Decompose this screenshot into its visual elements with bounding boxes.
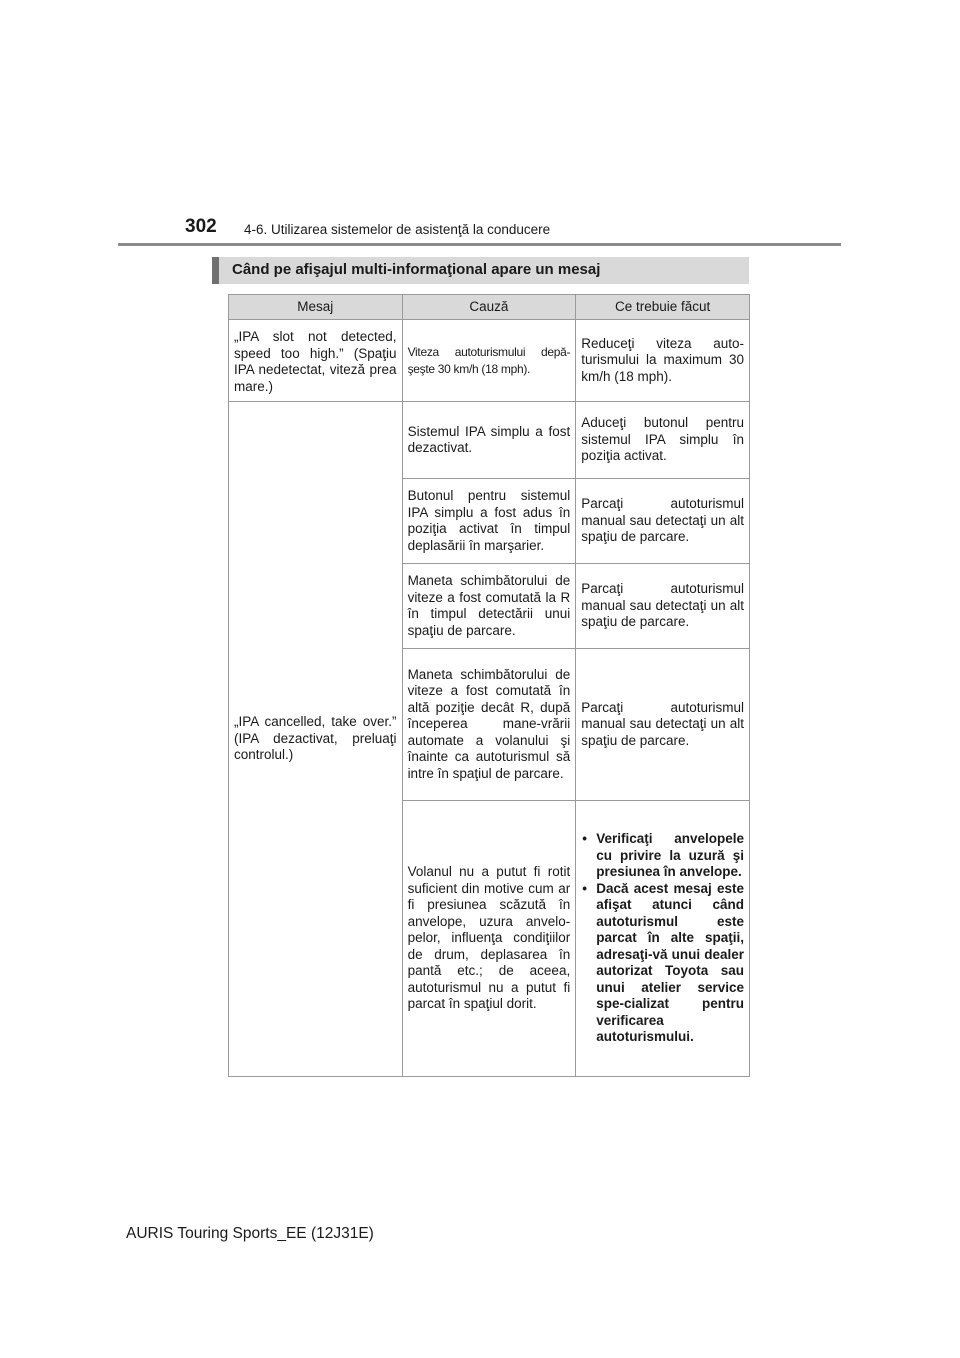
cause-cell: Butonul pentru sistemul IPA simplu a fost adus în poziţia activat în timpul deplasării în marşarier.: [402, 479, 576, 564]
action-cell: Parcaţi autoturismul manual sau detectaţi un alt spaţiu de parcare.: [576, 564, 750, 649]
action-cell: Aduceţi butonul pentru sistemul IPA simplu în poziţia activat.: [576, 402, 750, 479]
action-cell: Parcaţi autoturismul manual sau detectaţi un alt spaţiu de parcare.: [576, 649, 750, 801]
action-bullet-list: [581, 831, 744, 1046]
action-cell: [576, 801, 750, 1077]
section-title: Când pe afişajul multi-informaţional apare un mesaj: [232, 261, 601, 278]
action-cell: Reduceţi viteza auto-turismului la maximum 30 km/h (18 mph).: [576, 320, 750, 402]
column-header-message: Mesaj: [229, 295, 403, 320]
list-item: • Verificaţi anvelopele cu privire la uzură şi presiunea în anvelope.: [581, 831, 744, 881]
message-cell: „IPA slot not detected, speed too high.” (Spaţiu IPA nedetectat, viteză prea mare.): [229, 320, 403, 402]
list-item: • Dacă acest mesaj este afişat atunci când autoturismul este parcat în alte spaţii, adresaţi-vă unui dealer autorizat Toyota sau unui atelier service spe-cializat pentru verificarea autoturismului.: [581, 881, 744, 1046]
column-header-action: Ce trebuie făcut: [576, 295, 750, 320]
table-row: [229, 402, 750, 479]
header-rule: [118, 243, 841, 246]
section-header: [212, 257, 749, 284]
cause-cell: Maneta schimbătorului de viteze a fost comutată la R în timpul detectării unui spaţiu de parcare.: [402, 564, 576, 649]
cause-cell: Sistemul IPA simplu a fost dezactivat.: [402, 402, 576, 479]
message-table: [228, 294, 750, 1077]
column-header-cause: Cauză: [402, 295, 576, 320]
cause-cell: Maneta schimbătorului de viteze a fost comutată în altă poziţie decât R, după începerea mane-vrării automate a volanului şi înainte ca autoturismul să intre în spaţiul de parcare.: [402, 649, 576, 801]
table-row: [229, 320, 750, 402]
message-cell: „IPA cancelled, take over.” (IPA dezactivat, preluaţi controlul.): [229, 402, 403, 1077]
page-number: 302: [185, 216, 217, 237]
cause-cell: Viteza autoturismului depă-şeşte 30 km/h (18 mph).: [402, 320, 576, 402]
footer-model-code: AURIS Touring Sports_EE (12J31E): [126, 1225, 374, 1242]
table-header-row: [229, 295, 750, 320]
action-cell: Parcaţi autoturismul manual sau detectaţi un alt spaţiu de parcare.: [576, 479, 750, 564]
chapter-title: 4-6. Utilizarea sistemelor de asistenţă la conducere: [244, 222, 551, 237]
cause-cell: Volanul nu a putut fi rotit suficient din motive cum ar fi presiunea scăzută în anvelope, uzura anvelo-pelor, influenţa condiţiilor de drum, deplasarea în pantă etc.; de aceea, autoturismul nu a putut fi parcat în spaţiul dorit.: [402, 801, 576, 1077]
